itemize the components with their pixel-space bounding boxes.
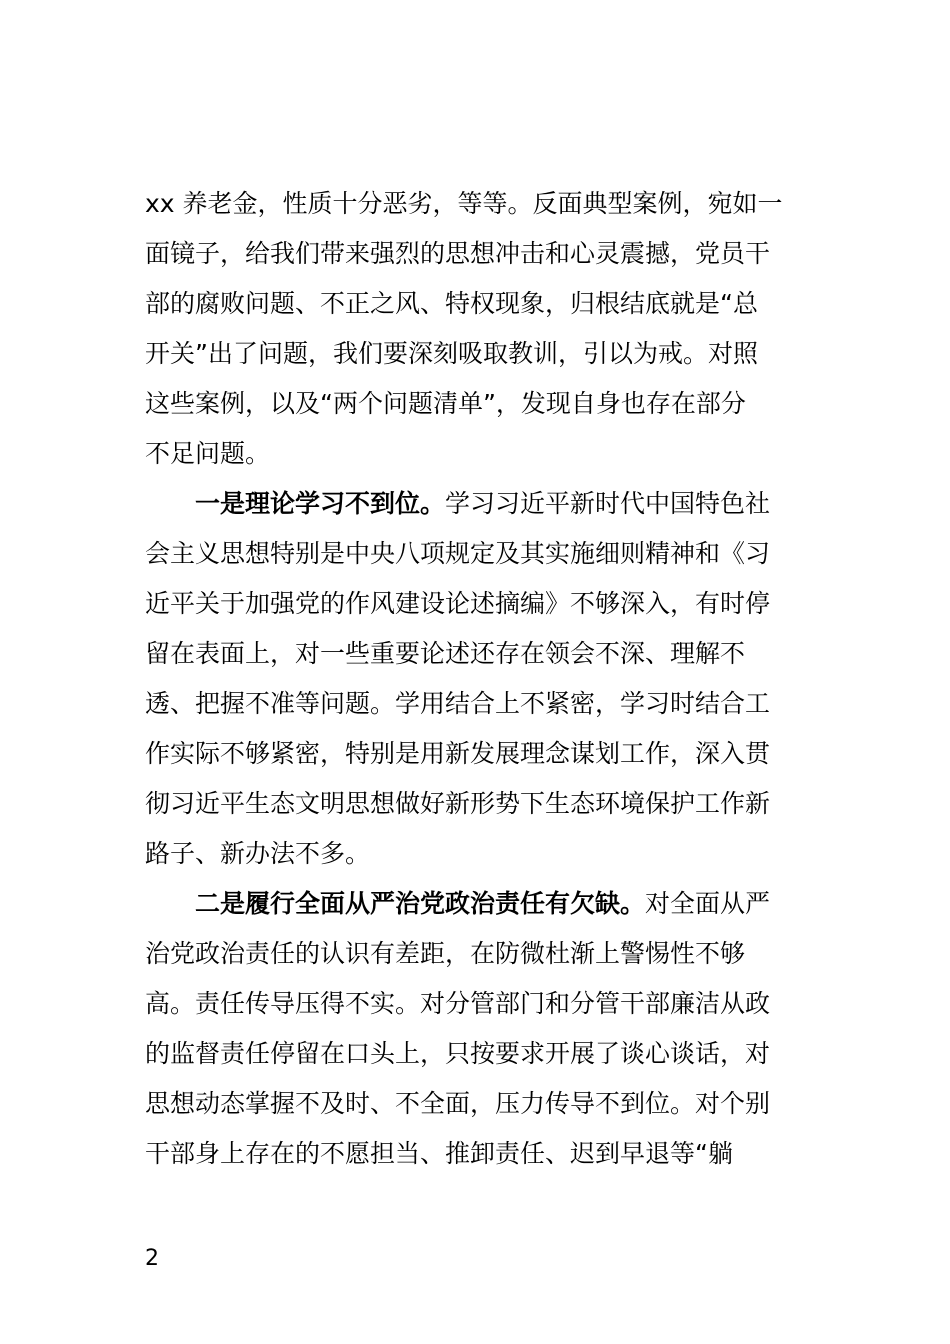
section2-first-line xyxy=(195,884,810,924)
intro-line-1: xx 养老金，性质十分恶劣，等等。反面典型案例，宛如一 xyxy=(145,189,783,218)
section1-first-line-rest: 学习习近平新时代中国特色社 xyxy=(445,489,771,518)
section2-first-line-rest: 对全面从严 xyxy=(645,889,771,918)
section2-heading: 二是履行全面从严治党政治责任有欠缺。 xyxy=(195,889,646,918)
intro-line-4: 开关”出了问题，我们要深刻吸取教训，引以为戒。对照 xyxy=(145,339,758,368)
section2-line-2: 治党政治责任的认识有差距，在防微杜渐上警惕性不够 xyxy=(145,939,746,968)
section1-first-line xyxy=(195,484,810,524)
section1-line-2: 会主义思想特别是中央八项规定及其实施细则精神和《习 xyxy=(145,539,771,568)
section2-line-5: 思想动态掌握不及时、不全面，压力传导不到位。对个别 xyxy=(145,1089,771,1118)
section1-line-8: 路子、新办法不多。 xyxy=(145,839,371,868)
section2-line-3: 高。责任传导压得不实。对分管部门和分管干部廉洁从政 xyxy=(145,989,771,1018)
intro-line-3: 部的腐败问题、不正之风、特权现象，归根结底就是“总 xyxy=(145,289,758,318)
section1-line-3: 近平关于加强党的作风建设论述摘编》不够深入，有时停 xyxy=(145,589,771,618)
section2-line-4: 的监督责任停留在口头上，只按要求开展了谈心谈话，对 xyxy=(145,1039,771,1068)
section1-line-6: 作实际不够紧密，特别是用新发展理念谋划工作，深入贯 xyxy=(145,739,771,768)
intro-line-5: 这些案例，以及“两个问题清单”，发现自身也存在部分 xyxy=(145,389,746,418)
section1-line-5: 透、把握不准等问题。学用结合上不紧密，学习时结合工 xyxy=(145,689,771,718)
section1-heading: 一是理论学习不到位。 xyxy=(195,489,446,518)
section1-line-4: 留在表面上，对一些重要论述还存在领会不深、理解不 xyxy=(145,639,746,668)
section2-line-6: 干部身上存在的不愿担当、推卸责任、迟到早退等“躺 xyxy=(145,1139,733,1168)
intro-line-6: 不足问题。 xyxy=(145,439,271,468)
page-number: 2 xyxy=(145,1246,159,1271)
intro-line-2: 面镜子，给我们带来强烈的思想冲击和心灵震撼，党员干 xyxy=(145,239,771,268)
section1-line-7: 彻习近平生态文明思想做好新形势下生态环境保护工作新 xyxy=(145,789,771,818)
